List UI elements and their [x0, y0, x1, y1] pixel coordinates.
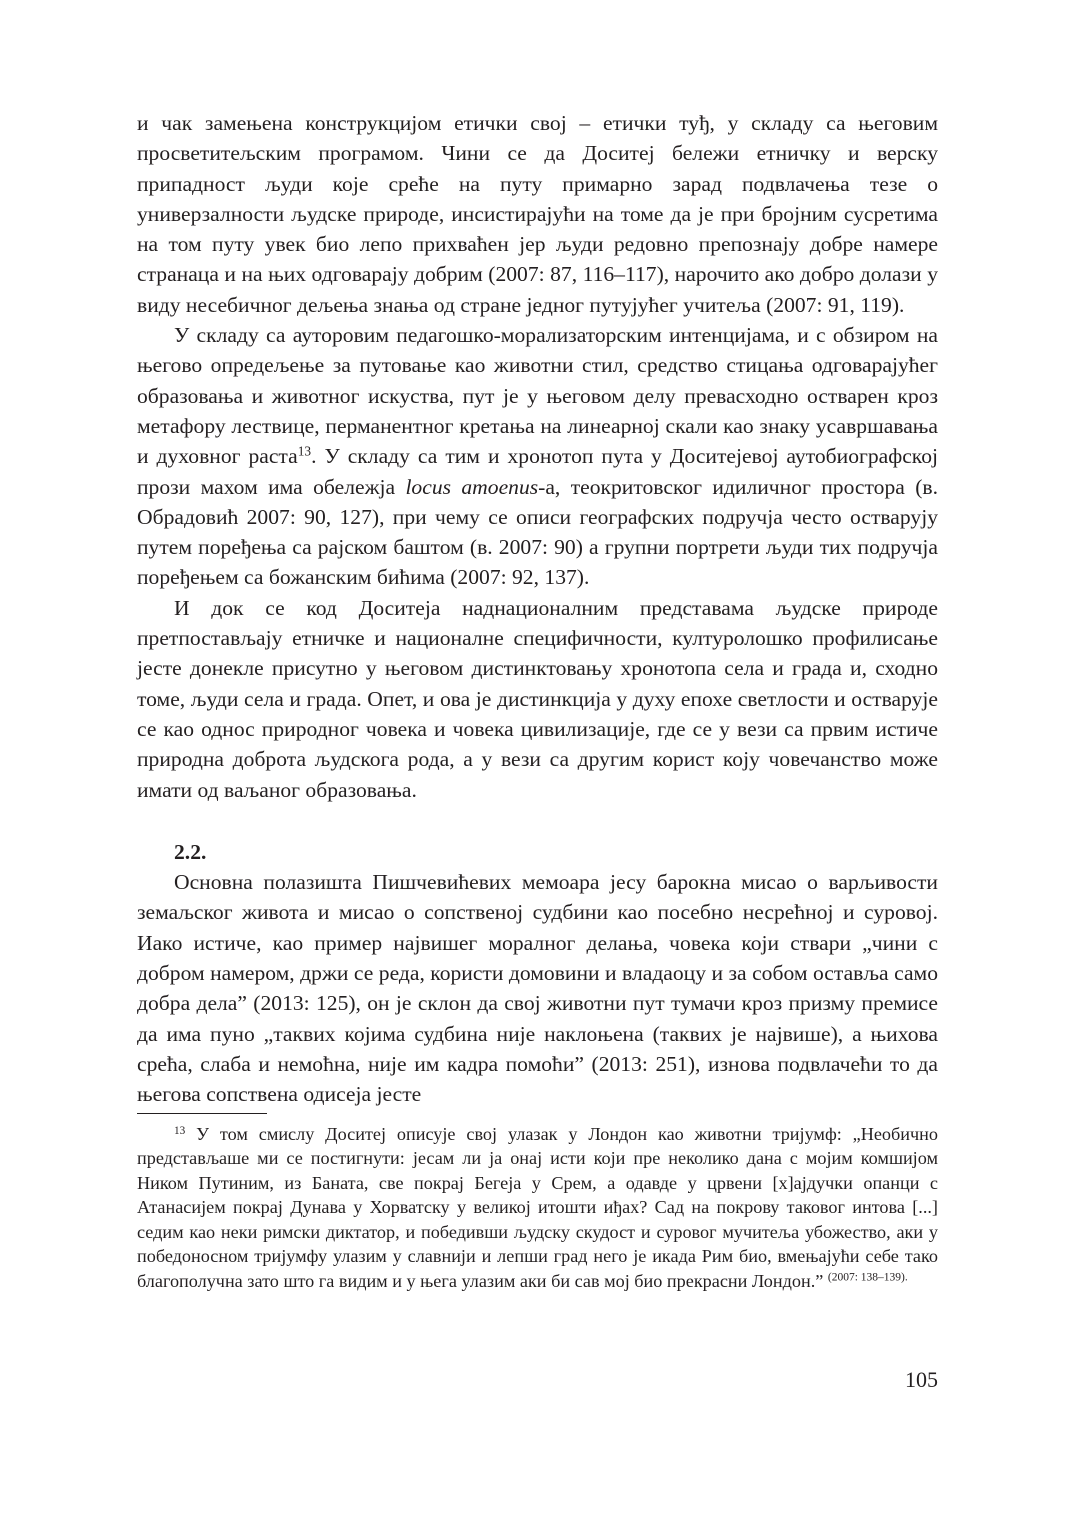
italic-term-locus-amoenus: locus amoenus — [405, 474, 539, 499]
paragraph-2-part-c: -а, теокритовског идиличног простора (в. Обрадовић 2007: 90, 127), при чему се описи географских подручја често остварују путем поређења са рајском баштом (в. 2007: 90) а групни портрети људи тих подручја поређењем са божанским бићима (2007: 92, 137). — [137, 474, 938, 590]
text-column — [137, 108, 938, 1294]
section-body — [137, 867, 938, 1109]
paragraph-1: и чак замењена конструкцијом етички свој – етички туђ, у складу са његовим просветитељским програмом. Чини се да Доситеј бележи етничку и верску припадност људи које среће на путу примарно зарад подвлачења тезе о универзалности људске природе, инсистирајући на томе да је при бројним сусретима на том путу увек био лепо прихваћен јер људи редовно препознају добре намере странаца и на њих одговарају добрим (2007: 87, 116–117), нарочито ако добро долази у виду несебичног дељења знања од стране једног путујућег учитеља (2007: 91, 119). — [137, 111, 938, 317]
paragraph-4: Основна полазишта Пишчевићевих мемоара јесу барокна мисао о варљивости земаљског живота и мисао о сопственој судбини као посебно несрећној и суровој. Иако истиче, као пример највишег моралног делања, човека који ствари „чини с добром намером, држи се реда, користи домовини и владаоцу и за собом оставља само добра дела” (2013: 125), он је склон да свој животни пут тумачи кроз призму премисе да има пуно „таквих којима судбина није наклоњена (таквих је највише), а њихова срећа, слаба и немоћна, није им кадра помоћи” (2013: 251), изнова подвлачећи то да његова сопствена одисеја јесте — [137, 870, 938, 1107]
page-number: 105 — [905, 1367, 938, 1392]
body-text — [137, 108, 938, 805]
footnote-separator — [137, 1113, 267, 1114]
footnote-text: У том смислу Доситеј описује свој улазак у Лондон као животни тријумф: „Необично представљаше ми се постигнути: јесам ли ја онај исти који пре неколико дана с мојим комшијом Ником Путиним, из Баната, све покрај Бегеја у Срем, а одавде у црвени [х]ајдучки опанци с Атанасијем покрај Дунава у Хорватску у великој итошти иђах? Сад на покрову таковог интова [...] седим као неки римски диктатор, и победивши људску скудост и суровог мучитеља убожество, аки у победоносном тријумфу улазим у славнији и лепши град него је икада Рим био, вмењајући себе тако благополучна зато што га видим и у њега улазим аки би сав мој био прекрасни Лондон.” — [137, 1123, 938, 1292]
paragraph-2-part-b: . У складу са тим и хронотоп пута у Доситејевој аутобиографској прози махом има обележја — [137, 444, 938, 499]
footnote-citation: (2007: 138–139). — [827, 1271, 908, 1284]
footnote-13 — [137, 1122, 938, 1294]
paragraph-2 — [137, 320, 938, 593]
footnote-number: 13 — [174, 1124, 186, 1137]
section-heading: 2.2. — [174, 839, 207, 864]
footnote-reference-13[interactable]: 13 — [297, 443, 312, 459]
paragraph-2-part-a: У складу са ауторовим педагошко-морализаторским интенцијама, и с обзиром на његово опредељење за путовање као животни стил, средство стицања одговарајућег образовања и животног искуства, пут је у његовом делу превасходно остварен кроз метафору лествице, перманентног кретања на линеарној скали као знаку усавршавања и духовног раста — [137, 323, 938, 469]
paragraph-3: И док се код Доситеја наднационалним представама људске природе претпостављају етничке и националне специфичности, културолошко профилисање јесте донекле присутно у његовом дистинктовању хронотопа села и града и, сходно томе, људи села и града. Опет, и ова је дистинкција у духу епохе светлости и остварује се као однос природног човека и човека цивилизације, где се у вези са првим истиче природна доброта људскога рода, а у вези са другим корист коју човечанство може имати од ваљаног образовања. — [137, 595, 938, 802]
